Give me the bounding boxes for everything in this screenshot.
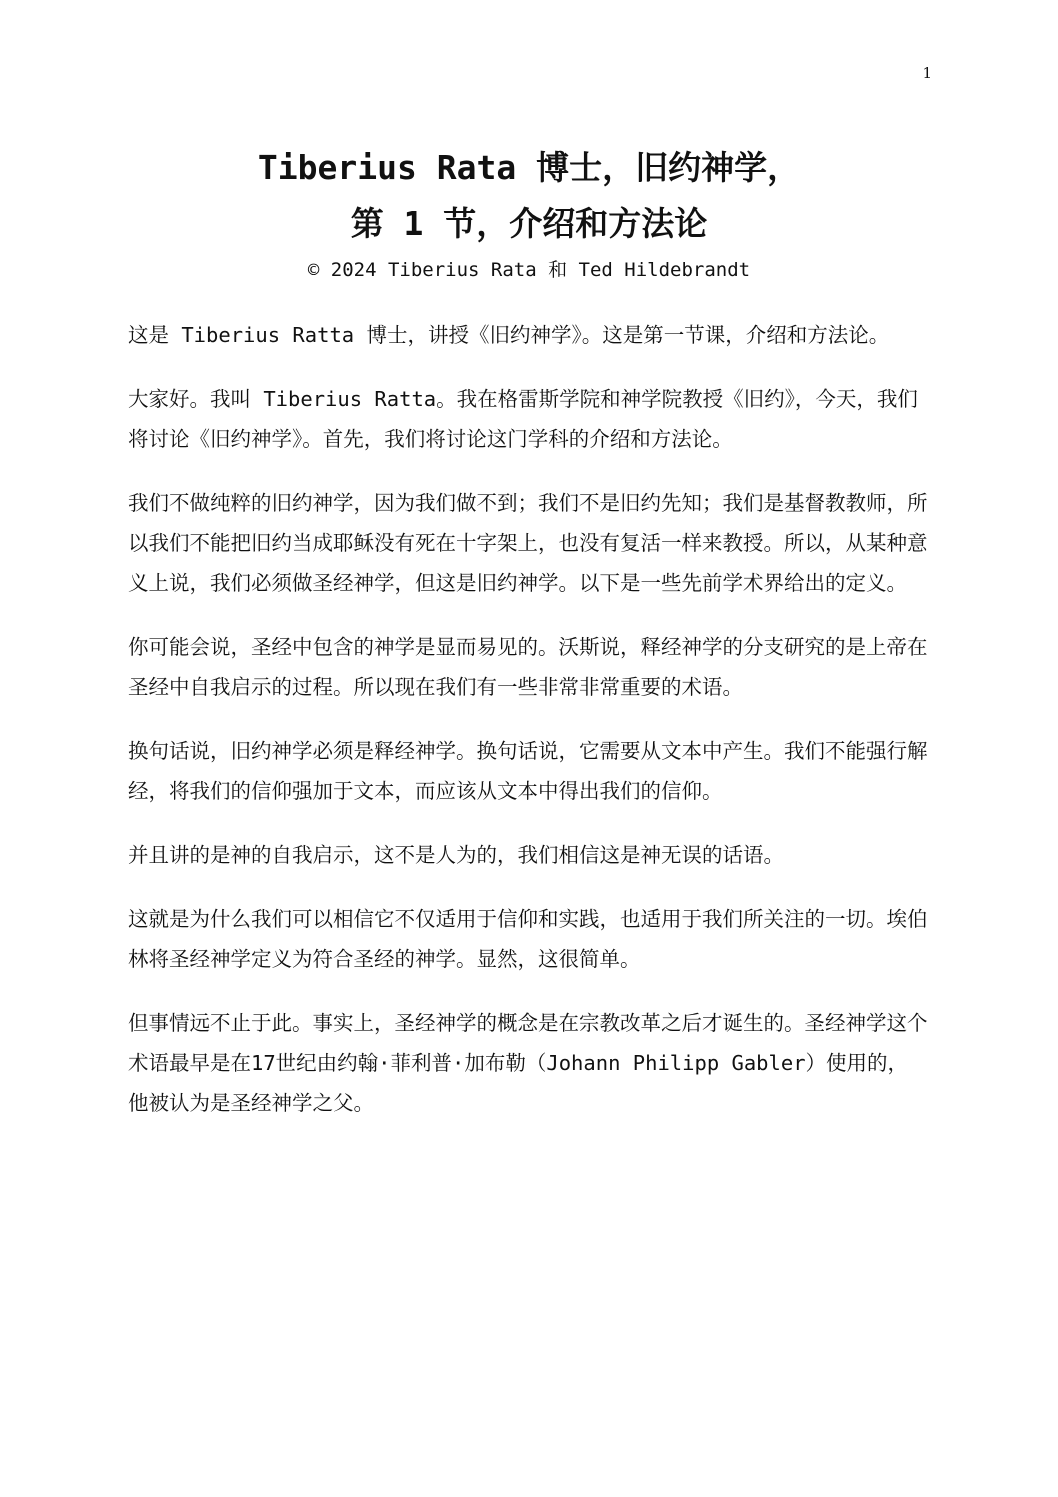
document-title-line-2: 第 1 节，介绍和方法论 bbox=[350, 204, 708, 243]
page-number: 1 bbox=[922, 64, 932, 82]
paragraph: 换句话说，旧约神学必须是释经神学。换句话说，它需要从文本中产生。我们不能强行解经，将我们的信仰强加于文本，而应该从文本中得出我们的信仰。 bbox=[128, 739, 928, 803]
paragraph: 你可能会说，圣经中包含的神学是显而易见的。沃斯说，释经神学的分支研究的是上帝在圣经中自我启示的过程。所以现在我们有一些非常非常重要的术语。 bbox=[128, 635, 928, 699]
title-block bbox=[0, 140, 1058, 288]
paragraph: 并且讲的是神的自我启示，这不是人为的，我们相信这是神无误的话语。 bbox=[128, 843, 784, 867]
paragraph: 大家好。我叫 Tiberius Ratta。我在格雷斯学院和神学院教授《旧约》，今天，我们将讨论《旧约神学》。首先，我们将讨论这门学科的介绍和方法论。 bbox=[128, 387, 918, 451]
paragraph: 但事情远不止于此。事实上，圣经神学的概念是在宗教改革之后才诞生的。圣经神学这个术语最早是在17世纪由约翰·菲利普·加布勒（Johann Philipp Gabler）使用的，他被认为是圣经神学之父。 bbox=[128, 1011, 928, 1115]
paragraph: 这是 Tiberius Ratta 博士，讲授《旧约神学》。这是第一节课，介绍和方法论。 bbox=[128, 323, 890, 347]
paragraph: 这就是为什么我们可以相信它不仅适用于信仰和实践，也适用于我们所关注的一切。埃伯林将圣经神学定义为符合圣经的神学。显然，这很简单。 bbox=[128, 907, 928, 971]
document-body bbox=[128, 315, 928, 1147]
paragraph: 我们不做纯粹的旧约神学，因为我们做不到；我们不是旧约先知；我们是基督教教师，所以我们不能把旧约当成耶稣没有死在十字架上，也没有复活一样来教授。所以，从某种意义上说，我们必须做圣经神学，但这是旧约神学。以下是一些先前学术界给出的定义。 bbox=[128, 491, 928, 595]
document-title-line-1: Tiberius Rata 博士，旧约神学， bbox=[257, 148, 801, 187]
copyright-notice: © 2024 Tiberius Rata 和 Ted Hildebrandt bbox=[307, 259, 751, 281]
